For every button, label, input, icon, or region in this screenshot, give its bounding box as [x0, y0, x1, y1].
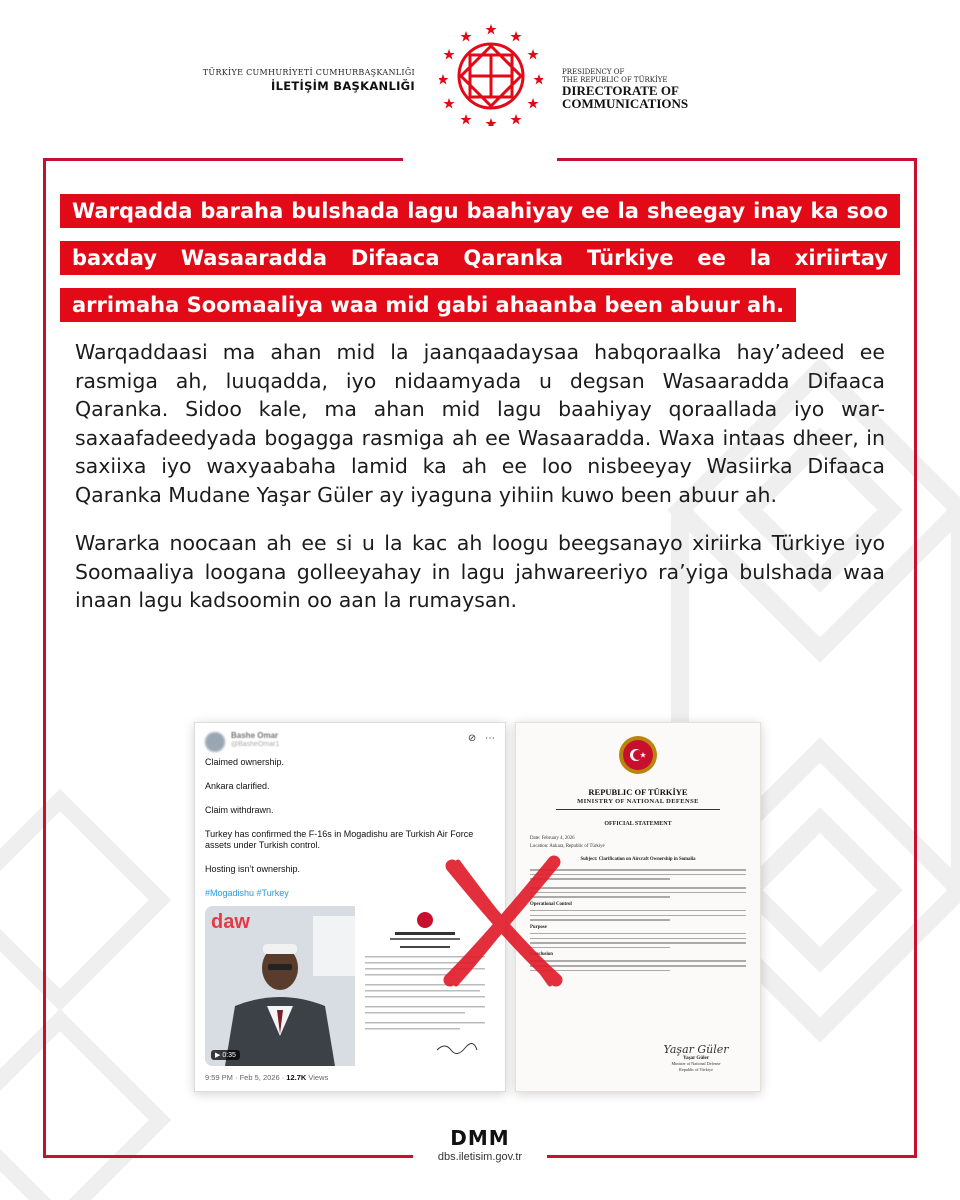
headline-word: la: [617, 199, 639, 223]
headline-word: baraha: [200, 199, 284, 223]
headline-word: baxday: [72, 246, 157, 270]
headline-word: Difaaca: [350, 246, 440, 270]
video-duration: [211, 1050, 240, 1060]
headline-word: soo: [846, 199, 888, 223]
document-location: Location: Ankara, Republic of Türkiye: [530, 844, 605, 849]
frame-top-right: [557, 158, 917, 161]
headline-word: Qaranka: [463, 246, 564, 270]
headline-line-3: arrimaha Soomaaliya waa mid gabi ahaanba been abuur ah.: [60, 288, 796, 322]
red-cross-icon: [440, 852, 566, 990]
tweet-hashtags: #Mogadishu #Turkey: [205, 888, 289, 898]
frame-right: [914, 158, 917, 1158]
document-signature: Yaşar Güler: [663, 1043, 729, 1056]
document-ministry: MINISTRY OF NATIONAL DEFENSE: [577, 798, 699, 805]
body-paragraph-2: Wararka noocaan ah ee si u la kac ah loogu beegsanayo xiriirka Türkiye iyo Soomaaliya loogana golleeyahay in lagu jahwareeriyo ra’yiga bulshada waa inaan lagu kadsoomin oo aan la rumaysan.: [75, 531, 885, 612]
document-signer-title: Minister of National Defense: [671, 1061, 721, 1066]
document-signature-block: [646, 1043, 746, 1072]
document-subject: Subject: Clarification on Aircraft Ownership in Somalia: [580, 857, 696, 862]
headline-word: ka: [810, 199, 839, 223]
header-directorate-en-1: DIRECTORATE OF: [562, 83, 679, 98]
tweet-timestamp: 9:59 PM · Feb 5, 2026 ·: [205, 1073, 287, 1082]
footer-url: dbs.iletisim.gov.tr: [437, 1151, 523, 1163]
headline-line-2: [60, 241, 900, 275]
header-presidency-tr: TÜRKİYE CUMHURİYETİ CUMHURBAŞKANLIĞI: [202, 68, 415, 77]
headline-word: lagu: [407, 199, 459, 223]
avatar: [205, 732, 225, 752]
document-date: Date: February 4, 2026: [530, 836, 575, 841]
headline-word: la: [749, 246, 772, 270]
tweet-views-label: Views: [306, 1073, 329, 1082]
document-signer-country: Republic of Türkiye: [679, 1066, 713, 1072]
video-thumbnail: [205, 906, 355, 1066]
headline-word: sheegay: [646, 199, 746, 223]
header-right-text: [562, 68, 688, 110]
document-statement-title: OFFICIAL STATEMENT: [604, 821, 672, 827]
headline: [60, 194, 900, 335]
headline-word: inay: [753, 199, 803, 223]
grok-icon: ⊘: [467, 733, 477, 744]
headline-word: baahiyay: [466, 199, 574, 223]
body-paragraph-1: Warqaddaasi ma ahan mid la jaanqaadaysaa habqoraalka hay’adeed ee rasmiga ah, luuqadda, iyo nidaamyada u degsan Wasaaradda Difaaca Qaranka. Sidoo kale, ma ahan mid lagu baahiyay qoraallada iyo war-saxaafadeedyada bogagga rasmiga ah ee Wasaaradda. Waxa intaas dheer, in saxiixa iyo waxyaabaha lamid ka ah ee loo nisbeeyay Wasiirka Difaaca Qaranka Mudane Yaşar Güler ay iyaguna yihiin kuwo been abuur ah.: [75, 340, 885, 507]
tweet-handle: @BasheOmar1: [231, 741, 280, 748]
headline-word: xiriirtay: [794, 246, 888, 270]
tweet-line: Hosting isn’t ownership.: [205, 864, 301, 874]
headline-word: ee: [581, 199, 610, 223]
play-icon: ▶: [215, 1052, 223, 1059]
headline-word: Warqadda: [72, 199, 193, 223]
tweet-line: Ankara clarified.: [205, 781, 270, 791]
headline-word: Türkiye: [586, 246, 674, 270]
headline-word: bulshada: [291, 199, 400, 223]
document-divider: [556, 809, 720, 810]
tweet-meta: [205, 1073, 328, 1082]
tweet-line: Turkey has confirmed the F-16s in Mogadishu are Turkish Air Force assets under Turkish control.: [205, 829, 474, 850]
tweet-line: Claim withdrawn.: [205, 805, 274, 815]
header-presidency-en-1: PRESIDENCY OF: [562, 68, 625, 76]
presidency-emblem-icon: [439, 22, 543, 126]
footer: [0, 1128, 960, 1163]
article-body: [75, 338, 885, 635]
tweet-views-count: 12.7K: [286, 1073, 307, 1082]
header-directorate-tr: İLETİŞİM BAŞKANLIĞI: [270, 79, 415, 93]
header: [0, 20, 960, 132]
tweet-author: Bashe Omar: [231, 731, 279, 740]
header-presidency-en-2: THE REPUBLIC OF TÜRKİYE: [562, 76, 668, 84]
ministry-emblem-icon: [618, 735, 658, 775]
header-left-text: [203, 68, 415, 93]
headline-line-1: [60, 194, 900, 228]
tweet-line: Claimed ownership.: [205, 757, 285, 767]
tweet-action-icons: [468, 733, 495, 744]
media-brand-text: daw: [211, 911, 250, 933]
document-section-heading: Operational Control: [530, 901, 572, 907]
person-illustration: [205, 906, 355, 1066]
dmm-logo: DMM: [450, 1126, 510, 1150]
document-section-heading: Purpose: [530, 924, 547, 930]
document-section-heading: Conclusion: [530, 952, 553, 958]
headline-word: Wasaaradda: [180, 246, 328, 270]
video-duration-text: 0:35: [222, 1052, 236, 1059]
more-icon: ⋯: [485, 733, 495, 744]
document-meta: [530, 835, 605, 851]
document-country: REPUBLIC OF TÜRKİYE: [588, 787, 688, 797]
frame-top-left: [43, 158, 403, 161]
frame-left: [43, 158, 46, 1158]
header-directorate-en-2: COMMUNICATIONS: [562, 96, 689, 111]
headline-word: ee: [697, 246, 726, 270]
document-signer-name: Yaşar Güler: [683, 1056, 709, 1061]
